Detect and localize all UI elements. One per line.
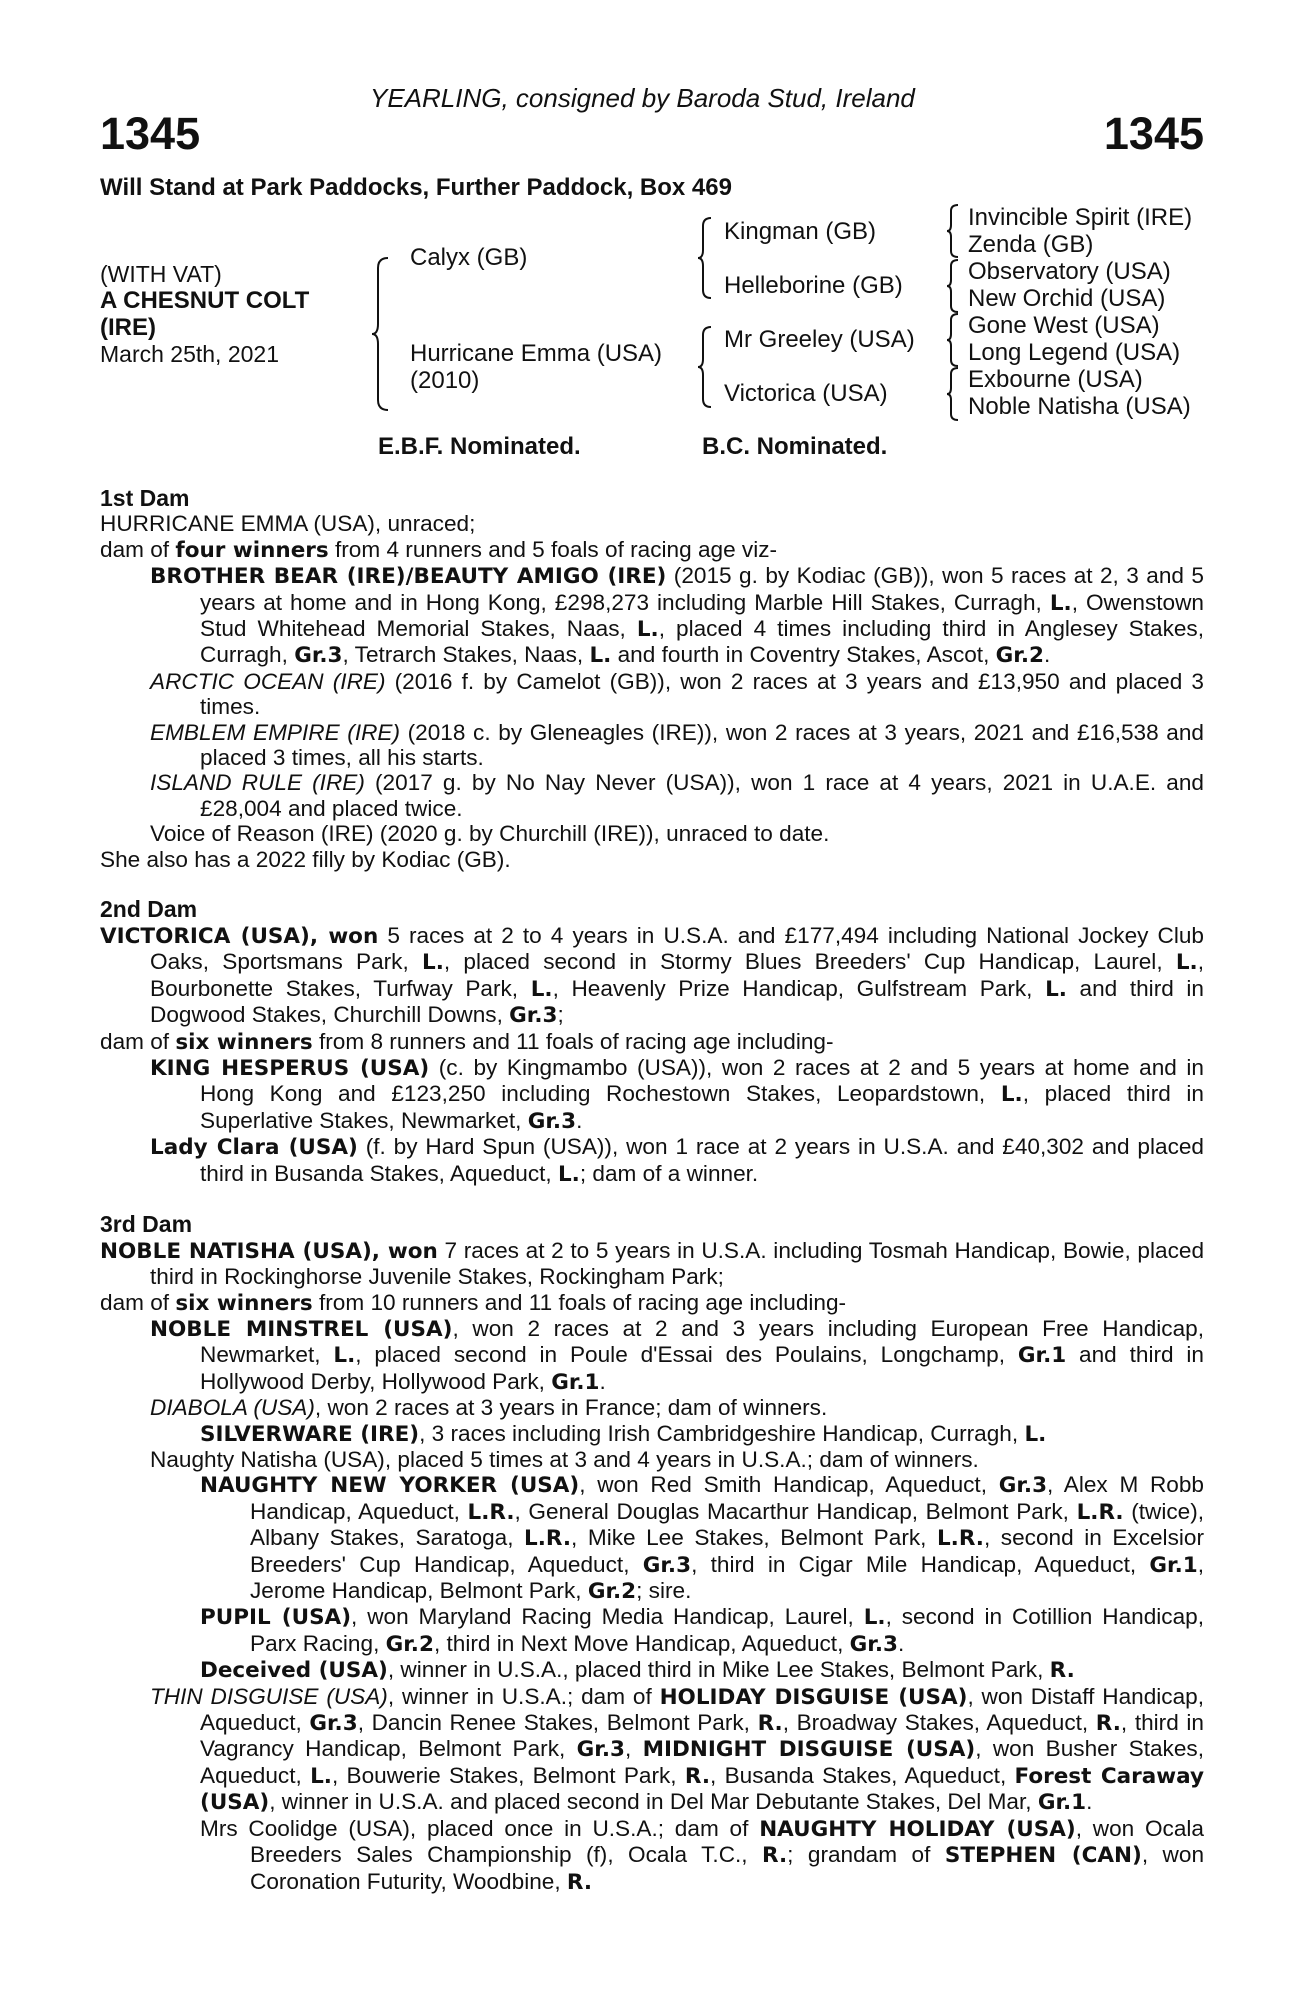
progeny-emblem-empire: EMBLEM EMPIRE (IRE) (2018 c. by Gleneagles (IRE)), won 2 races at 3 years, 2021 and £16,538 and placed 3 times, all his starts. <box>150 719 1204 771</box>
grandprogeny-deceived: Deceived (USA), winner in U.S.A., placed third in Mike Lee Stakes, Belmont Park, R. <box>200 1657 1075 1684</box>
progeny-brother-bear: BROTHER BEAR (IRE)/BEAUTY AMIGO (IRE) (2015 g. by Kodiac (GB)), won 5 races at 2, 3 and 5 years at home and in Hong Kong, £298,273 including Marble Hill Stakes, Curragh, L., Owenstown Stud Whitehead Memorial Stakes, Naas, L., placed 4 times including third in Anglesey Stakes, Curragh, Gr.3, Tetrarch Stakes, Naas, L. and fourth in Coventry Stakes, Ascot, Gr.2. <box>150 563 1205 669</box>
gen3-brace-3 <box>945 312 961 368</box>
sire-dam: Helleborine (GB) <box>724 272 903 299</box>
vat-note: (WITH VAT) <box>100 261 222 287</box>
gen3-brace-4 <box>945 366 961 422</box>
sire-sire: Kingman (GB) <box>724 218 877 245</box>
progeny-arctic-ocean: ARCTIC OCEAN (IRE) (2016 f. by Camelot (GB)), won 2 races at 3 years and £13,950 and placed 3 times. <box>150 668 1204 720</box>
first-dam-also: She also has a 2022 filly by Kodiac (GB). <box>100 846 511 872</box>
dam-name: Hurricane Emma (USA) <box>410 340 663 367</box>
horse-description: A CHESNUT COLT <box>100 287 310 314</box>
progeny-lady-clara: Lady Clara (USA) (f. by Hard Spun (USA)), won 1 race at 2 years in U.S.A. and £40,302 and placed third in Busanda Stakes, Aqueduct, L.; dam of a winner. <box>150 1134 1204 1187</box>
lot-number-left: 1345 <box>100 108 201 159</box>
gen3-7: Exbourne (USA) <box>968 366 1143 393</box>
dam-sire: Mr Greeley (USA) <box>724 326 915 353</box>
progeny-king-hesperus: KING HESPERUS (USA) (c. by Kingmambo (USA)), won 2 races at 2 and 5 years at home and in Hong Kong and £123,250 including Rochestown Stakes, Leopardstown, L., placed third in Superlative Stakes, Newmarket, Gr.3. <box>150 1054 1205 1134</box>
sire-parents-brace <box>696 216 714 300</box>
first-dam-name: HURRICANE EMMA (USA), unraced; <box>100 511 476 537</box>
third-dam-summary: dam of six winners from 10 runners and 11 foals of racing age including- <box>100 1289 847 1316</box>
gen3-brace-2 <box>945 258 961 314</box>
second-dam-heading: 2nd Dam <box>100 896 198 923</box>
gen3-3: Observatory (USA) <box>968 258 1171 285</box>
dam-parents-brace <box>696 325 714 409</box>
sire-name: Calyx (GB) <box>410 244 528 271</box>
gen3-2: Zenda (GB) <box>968 231 1094 258</box>
ebf-nomination: E.B.F. Nominated. <box>378 433 581 460</box>
third-dam-record: NOBLE NATISHA (USA), won 7 races at 2 to 5 years in U.S.A. including Tosmah Handicap, Bowie, placed third in Rockinghorse Juvenile Stakes, Rockingham Park; <box>100 1237 1205 1290</box>
gen3-brace-1 <box>945 203 961 259</box>
bc-nomination: B.C. Nominated. <box>702 433 888 460</box>
dam-dam: Victorica (USA) <box>724 380 888 407</box>
progeny-island-rule: ISLAND RULE (IRE) (2017 g. by No Nay Never (USA)), won 1 race at 4 years, 2021 in U.A.E. and £28,004 and placed twice. <box>150 770 1204 821</box>
grandprogeny-silverware: SILVERWARE (IRE), 3 races including Irish Cambridgeshire Handicap, Curragh, L. <box>200 1420 1047 1447</box>
second-dam-summary: dam of six winners from 8 runners and 11 foals of racing age including- <box>100 1028 834 1055</box>
gen3-4: New Orchid (USA) <box>968 285 1166 312</box>
catalogue-body <box>100 486 1204 1895</box>
consignment-line: YEARLING, consigned by Baroda Stud, Ireland <box>370 83 915 113</box>
first-dam-heading: 1st Dam <box>100 485 190 511</box>
foaling-date: March 25th, 2021 <box>100 341 280 367</box>
first-dam-summary: dam of four winners from 4 runners and 5 foals of racing age viz- <box>100 536 778 563</box>
stand-location: Will Stand at Park Paddocks, Further Paddock, Box 469 <box>100 174 732 201</box>
progeny-voice-of-reason: Voice of Reason (IRE) (2020 g. by Churchill (IRE)), unraced to date. <box>150 821 830 847</box>
grandprogeny-mrs-coolidge: Mrs Coolidge (USA), placed once in U.S.A.; dam of NAUGHTY HOLIDAY (USA), won Ocala Breeders Sales Championship (f), Ocala T.C., R.; grandam of STEPHEN (CAN), won Coronation Futurity, Woodbine, R. <box>200 1815 1205 1895</box>
gen3-8: Noble Natisha (USA) <box>968 393 1191 420</box>
grandprogeny-thin-disguise: THIN DISGUISE (USA), winner in U.S.A.; dam of HOLIDAY DISGUISE (USA), won Distaff Handicap, Aqueduct, Gr.3, Dancin Renee Stakes, Belmont Park, R., Broadway Stakes, Aqueduct, R., third in Vagrancy Handicap, Belmont Park, Gr.3, MIDNIGHT DISGUISE (USA), won Busher Stakes, Aqueduct, L., Bouwerie Stakes, Belmont Park, R., Busanda Stakes, Aqueduct, Forest Caraway (USA), winner in U.S.A. and placed second in Del Mar Debutante Stakes, Del Mar, Gr.1. <box>150 1683 1205 1816</box>
progeny-diabola: DIABOLA (USA), won 2 races at 3 years in France; dam of winners. <box>150 1395 828 1421</box>
dam-year: (2010) <box>410 367 480 394</box>
progeny-naughty-natisha: Naughty Natisha (USA), placed 5 times at 3 and 4 years in U.S.A.; dam of winners. <box>150 1447 979 1472</box>
lot-number-right: 1345 <box>1103 108 1204 159</box>
third-dam-heading: 3rd Dam <box>100 1211 193 1238</box>
gen3-1: Invincible Spirit (IRE) <box>968 204 1193 231</box>
grandprogeny-pupil: PUPIL (USA), won Maryland Racing Media Handicap, Laurel, L., second in Cotillion Handicap, Parx Racing, Gr.2, third in Next Move Handicap, Aqueduct, Gr.3. <box>200 1604 1204 1657</box>
gen3-5: Gone West (USA) <box>968 312 1160 339</box>
grandprogeny-naughty-new-yorker: NAUGHTY NEW YORKER (USA), won Red Smith Handicap, Aqueduct, Gr.3, Alex M Robb Handicap, Aqueduct, L.R., General Douglas Macarthur Handicap, Belmont Park, L.R. (twice), Albany Stakes, Saratoga, L.R., Mike Lee Stakes, Belmont Park, L.R., second in Excelsior Breeders' Cup Handicap, Aqueduct, Gr.3, third in Cigar Mile Handicap, Aqueduct, Gr.1, Jerome Handicap, Belmont Park, Gr.2; sire. <box>200 1472 1205 1605</box>
gen3-6: Long Legend (USA) <box>968 339 1181 366</box>
second-dam-record: VICTORICA (USA), won 5 races at 2 to 4 years in U.S.A. and £177,494 including National Jockey Club Oaks, Sportsmans Park, L., placed second in Stormy Blues Breeders' Cup Handicap, Laurel, L., Bourbonette Stakes, Turfway Park, L., Heavenly Prize Handicap, Gulfstream Park, L. and third in Dogwood Stakes, Churchill Downs, Gr.3; <box>100 922 1204 1029</box>
progeny-noble-minstrel: NOBLE MINSTREL (USA), won 2 races at 2 and 3 years including European Free Handicap, Newmarket, L., placed second in Poule d'Essai des Poulains, Longchamp, Gr.1 and third in Hollywood Derby, Hollywood Park, Gr.1. <box>150 1315 1204 1395</box>
horse-origin: (IRE) <box>100 314 156 341</box>
sire-dam-brace <box>370 256 392 412</box>
